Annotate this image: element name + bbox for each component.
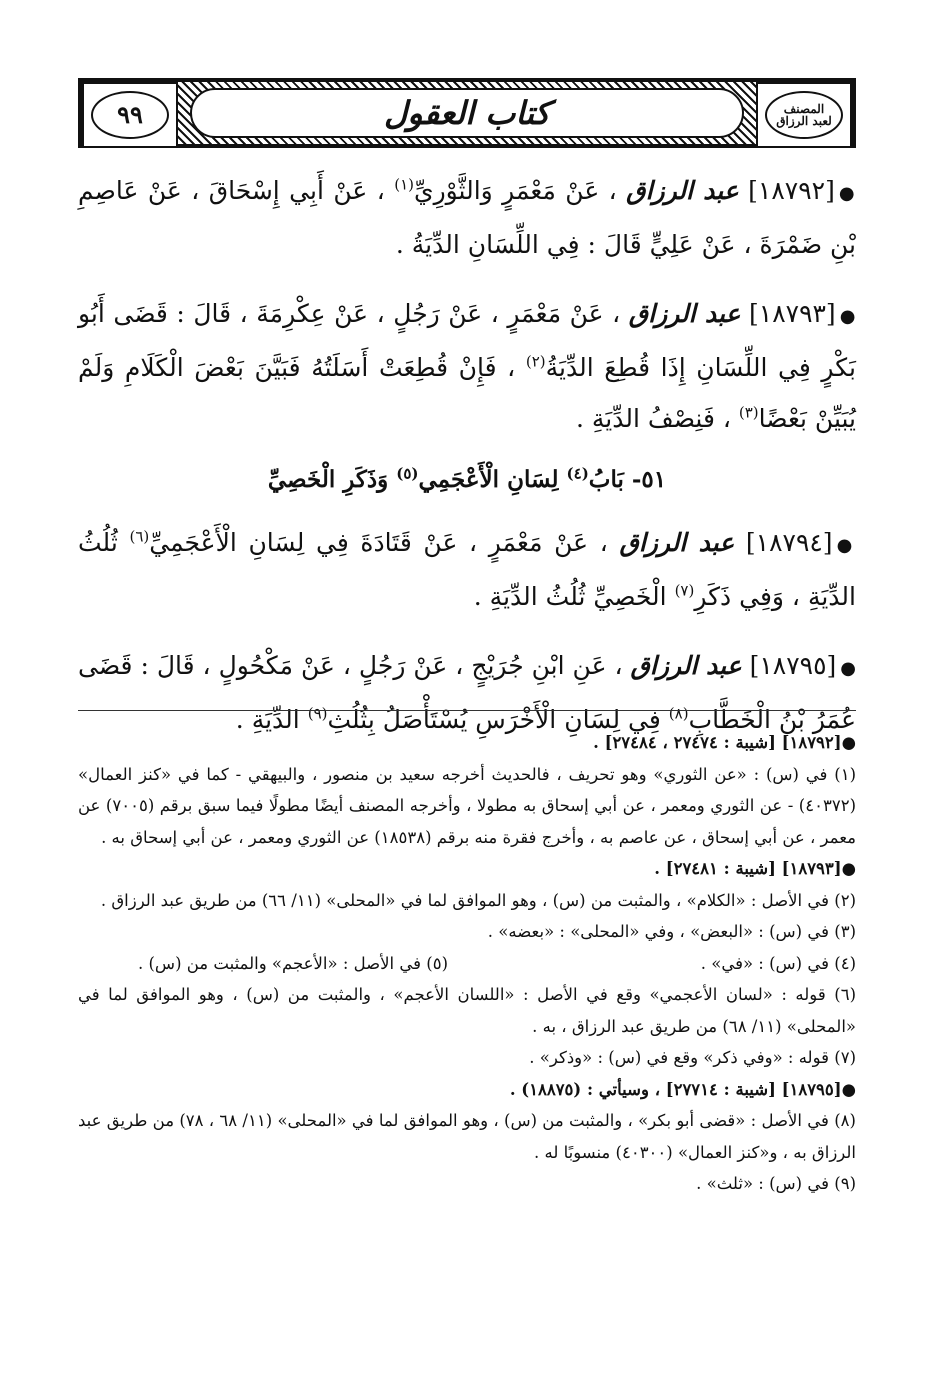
emblem-ornament (756, 82, 852, 148)
footnote-ref: (٣) (738, 403, 759, 422)
main-text (78, 165, 856, 763)
entry-number: [١٨٧٩٢] (748, 176, 835, 205)
entry-number: [١٨٧٩٥] (749, 651, 837, 680)
page-number-oval (91, 91, 169, 139)
footnote-source-text: [١٨٧٩٢] [شيبة : ٢٧٤٧٤ ، ٢٧٤٨٤] . (593, 733, 842, 752)
footnote: (٣) في (س) : «البعض» ، وفي «المحلى» : «بعضه» . (487, 922, 856, 941)
bullet-icon: ● (841, 733, 856, 752)
footnote-ref: (٧) (674, 581, 695, 600)
footnote: (٩) في (س) : «ثلث» . (696, 1174, 856, 1193)
entry-text: ، عَنْ مَعْمَرٍ وَالثَّوْرِيِّ (414, 176, 617, 205)
hadith-entry (78, 517, 856, 622)
bullet-icon: ● (841, 859, 856, 878)
footnote-ref: (٩) (307, 704, 328, 723)
footnote: (٦) قوله : «لسان الأعجمي» وقع في الأصل : «اللسان الأعجم» ، والمثبت من (س) ، وهو الموافق لما في «المحلى» (١١/ ٦٨) من طريق عبد الرزاق ، به . (78, 985, 856, 1036)
bullet-icon: ● (836, 535, 856, 556)
bullet-icon: ● (838, 183, 857, 204)
bullet-icon: ● (840, 658, 857, 679)
entry-text: ، عَنْ مَعْمَرٍ ، عَنْ قَتَادَةَ فِي لِسَانِ الْأَعْجَمِيِّ (149, 528, 608, 557)
bullet-icon: ● (839, 306, 856, 327)
bullet-icon: ● (841, 1079, 856, 1099)
footnote: (١) في (س) : «عن الثوري» وهو تحريف ، فالحديث أخرجه سعيد بن منصور ، والبيهقي - كما في «كنز العمال» (٤٠٣٧٢) - عن الثوري ومعمر ، عن أبي إسحاق به مطولا ، وأخرجه المصنف أيضًا مطولًا فيما سبق برقم (٧٠٠٥) عن معمر ، عن أبي إسحاق ، عن عاصم به ، وأخرج فقرة منه برقم (١٨٥٣٨) عن الثوري ومعمر ، عن أبي إسحاق به . (78, 764, 856, 847)
entry-text: ، فَنِصْفُ الدِّيَةِ . (575, 404, 731, 433)
footnotes (78, 727, 856, 1200)
footnote-ref: (١) (394, 175, 414, 194)
footnote: (٧) قوله : «وفي ذكر» وقع في (س) : «وذكر» . (529, 1048, 856, 1067)
title-cartouche (190, 88, 744, 138)
chapter-prefix: ٥١- بَابُ (588, 466, 667, 493)
emblem-line1: المصنف (783, 102, 825, 116)
footnote-pair (78, 948, 856, 980)
footnote-ref: (٦) (129, 527, 150, 546)
footnote-source (78, 727, 856, 759)
footnote-source-text: [١٨٧٩٥] [شيبة : ٢٧٧١٤] ، وسيأتي : (١٨٨٧٥) . (509, 1079, 842, 1099)
entry-text: الْخَصِيِّ ثُلُثُ الدِّيَةِ . (473, 582, 667, 611)
footnote-ref: (٨) (668, 704, 689, 723)
hadith-entry (78, 165, 856, 270)
entry-number: [١٨٧٩٣] (749, 299, 836, 328)
hadith-entry (78, 288, 856, 444)
entry-text: ، عَنْ أَبِي إِسْحَاقَ ، عَنْ عَاصِمِ بْنِ ضَمْرَةَ ، عَنْ عَلِيٍّ قَالَ : فِي اللِّسَانِ الدِّيَةُ . (78, 176, 856, 259)
page-number-ornament (82, 82, 178, 148)
entry-text: فِي لِسَانِ الْأَخْرَسِ يُسْتَأْصَلُ بِثُلُثِ (327, 705, 661, 734)
footnote-ref: (٥) (396, 464, 419, 483)
chapter-middle: لِسَانِ الْأَعْجَمِي (418, 466, 559, 493)
entry-text: ، عَنِ ابْنِ جُرَيْجٍ ، عَنْ رَجُلٍ ، عَنْ مَكْحُولٍ ، قَالَ : قَضَى عُمَرُ بْنُ الْخَطَّابِ (78, 651, 856, 734)
footnote-ref: (٤) (566, 464, 589, 483)
footnote-divider (78, 710, 856, 711)
entry-text: ، فَإِنْ قُطِعَتْ أَسَلَتُهُ فَبَيَّنَ بَعْضَ الْكَلَامِ وَلَمْ يُبَيِّنْ بَعْضًا (78, 353, 856, 433)
book-title: كتاب العقول (384, 94, 550, 132)
entry-text: الدِّيَةِ . (235, 705, 300, 734)
entry-isnad: عبد الرزاق (630, 651, 742, 680)
entry-isnad: عبد الرزاق (626, 176, 739, 205)
emblem-line2: لعبد الرزاق (776, 114, 832, 128)
footnote-source (78, 853, 856, 885)
footnote: (٥) في الأصل : «الأعجم» والمثبت من (س) . (138, 953, 449, 973)
footnote-ref: (٢) (525, 352, 546, 371)
footnote: (٢) في الأصل : «الكلام» ، والمثبت من (س) ، وهو الموافق لما في «المحلى» (١١/ ٦٦) من طريق عبد الرزاق . (100, 890, 856, 910)
footnote-source-text: [١٨٧٩٣] [شيبة : ٢٧٤٨١] . (654, 859, 842, 878)
footnote: (٤) في (س) : «في» . (700, 953, 856, 973)
footnote-source (78, 1074, 856, 1106)
page-header (78, 78, 856, 148)
chapter-suffix: وَذَكَرِ الْخَصِيِّ (267, 466, 389, 493)
entry-isnad: عبد الرزاق (619, 528, 735, 557)
footnote: (٨) في الأصل : «قضى أبو بكر» ، والمثبت من (س) ، وهو الموافق لما في «المحلى» (١١/ ٦٨ ، ٧٨) من طريق عبد الرزاق به ، و«كنز العمال» (٤٠٣٠٠) منسوبًا له . (78, 1111, 856, 1162)
entry-text: ، عَنْ مَعْمَرٍ ، عَنْ رَجُلٍ ، عَنْ عِكْرِمَةَ ، قَالَ : قَضَى أَبُو بَكْرٍ فِي اللِّسَانِ إِذَا قُطِعَ الدِّيَةُ (78, 299, 856, 382)
page-number: ٩٩ (117, 100, 143, 129)
entry-text: ثُلُثُ الدِّيَةِ ، وَفِي ذَكَرِ (78, 528, 856, 611)
chapter-heading (78, 466, 856, 493)
emblem-icon (765, 91, 843, 139)
entry-isnad: عبد الرزاق (628, 299, 741, 328)
entry-number: [١٨٧٩٤] (745, 528, 833, 557)
